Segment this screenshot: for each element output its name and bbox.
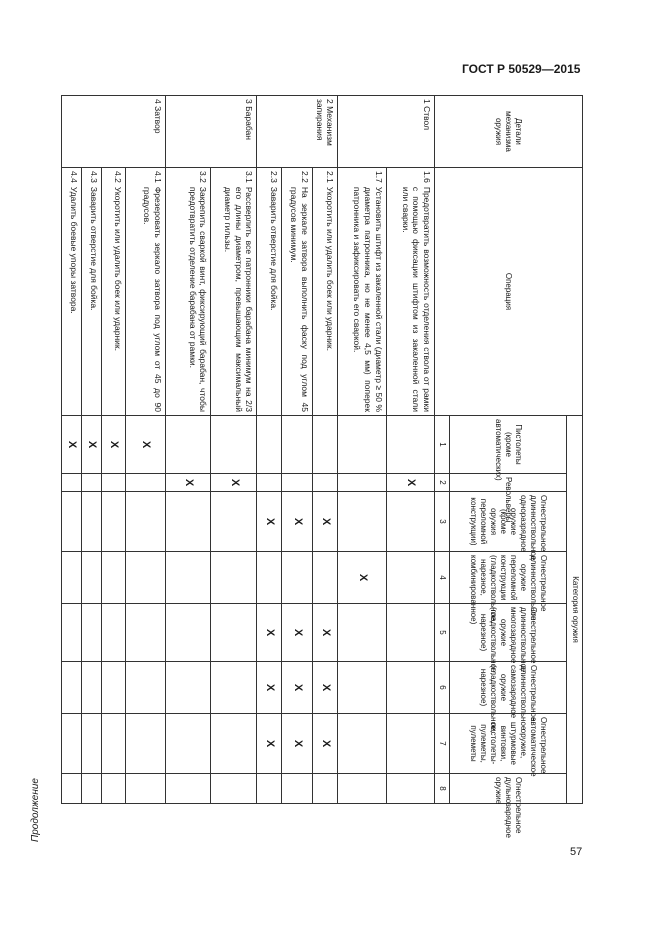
category-mark-cell-1 (102, 416, 126, 474)
applicable-mark: X (263, 628, 276, 637)
category-mark-cell-1 (257, 416, 281, 474)
applicable-mark: X (291, 628, 304, 637)
header-mechanism: Детали механизма оружия (434, 96, 582, 168)
applicable-mark: X (320, 683, 333, 692)
header-num-7: 7 (434, 714, 449, 774)
category-mark-cell-6 (166, 662, 211, 714)
category-mark-cell-2 (211, 474, 257, 492)
applicable-mark: X (66, 440, 79, 449)
operation-code: 2.3 (268, 171, 279, 183)
header-col-3: Огнестрельное длинноствольное одноразрядное оружие (кроме оружия переломной конструкции) (449, 492, 567, 552)
table-row (62, 96, 82, 804)
header-num-6: 6 (434, 662, 449, 714)
applicable-mark: X (320, 739, 333, 748)
deactivation-table (61, 95, 583, 838)
operation-text: Фрезеровать зеркало затвора под углом от 45 до 90 градусов. (142, 186, 164, 412)
operation-text: На зеркале затвора выполнить фаску под углом 45 градусов минимум. (289, 186, 311, 412)
category-mark-cell-3 (338, 492, 386, 552)
category-mark-cell-6 (126, 662, 166, 714)
category-mark-cell-7 (281, 714, 313, 774)
operation-code: 1.6 (421, 171, 432, 183)
operation-code: 2.1 (325, 171, 336, 183)
category-mark-cell-7 (386, 714, 434, 774)
mechanism-cell: 2 Механизм запирания (257, 96, 338, 168)
operation-code: 3.1 (244, 171, 255, 183)
header-operation: Операция (434, 168, 582, 416)
category-mark-cell-2 (62, 474, 82, 492)
category-mark-cell-4 (281, 552, 313, 604)
page-number: 57 (570, 846, 583, 858)
category-mark-cell-6 (211, 662, 257, 714)
category-mark-cell-7 (257, 714, 281, 774)
header-col-2: Револьверы (449, 474, 567, 492)
table-row (211, 96, 257, 804)
category-mark-cell-7 (82, 714, 102, 774)
operation-text: Предотвратить возможность отделения ствола от рамки с помощью фиксации штифтом из закаленной стали или сварки. (400, 186, 432, 412)
category-mark-cell-8 (82, 774, 102, 804)
applicable-mark: X (228, 478, 241, 487)
operation-text: Установить штифт из закаленной стали (диаметр ≥ 50 % диаметра патронника, но не менее 4,5 мм) поперек патронника и зафиксировать его сваркой. (352, 186, 384, 412)
category-mark-cell-5 (102, 604, 126, 662)
category-mark-cell-6 (62, 662, 82, 714)
operation-code: 2.2 (300, 171, 311, 183)
category-mark-cell-3 (281, 492, 313, 552)
operation-code: 4.2 (113, 171, 124, 183)
operation-text: Заварить отверстие для бойка. (268, 186, 279, 311)
category-mark-cell-4 (62, 552, 82, 604)
category-mark-cell-7 (338, 714, 386, 774)
category-mark-cell-3 (386, 492, 434, 552)
category-mark-cell-2 (126, 474, 166, 492)
table-row (313, 96, 338, 804)
category-mark-cell-1 (338, 416, 386, 474)
category-mark-cell-6 (338, 662, 386, 714)
category-mark-cell-3 (82, 492, 102, 552)
category-mark-cell-1 (281, 416, 313, 474)
applicable-mark: X (356, 573, 369, 582)
category-mark-cell-7 (211, 714, 257, 774)
category-mark-cell-7 (102, 714, 126, 774)
category-mark-cell-5 (257, 604, 281, 662)
category-mark-cell-5 (211, 604, 257, 662)
header-category: Категория оружия (567, 416, 583, 804)
table-row (257, 96, 281, 804)
operation-cell (166, 168, 211, 416)
category-mark-cell-4 (313, 552, 338, 604)
applicable-mark: X (140, 440, 153, 449)
header-col-4: Огнестрельное длинноствольное оружие переломной конструкции (гладкоствольное, нарезное, комбинированное) (449, 552, 567, 604)
operation-code: 4.3 (89, 171, 99, 183)
category-mark-cell-2 (386, 474, 434, 492)
operation-cell (82, 168, 102, 416)
header-num-8: 8 (434, 774, 449, 804)
category-mark-cell-8 (211, 774, 257, 804)
category-mark-cell-3 (126, 492, 166, 552)
category-mark-cell-8 (257, 774, 281, 804)
header-col-1: Пистолеты (кроме автоматических) (449, 416, 567, 474)
table-row (281, 96, 313, 804)
category-mark-cell-2 (257, 474, 281, 492)
operation-cell (102, 168, 126, 416)
operation-text: Укоротить или удалить боек или ударник. (113, 186, 124, 351)
operation-text: Заварить отверстие для бойка. (89, 186, 99, 311)
category-mark-cell-5 (82, 604, 102, 662)
operation-code: 4.1 (153, 171, 164, 183)
category-mark-cell-7 (313, 714, 338, 774)
category-mark-cell-2 (281, 474, 313, 492)
category-mark-cell-8 (166, 774, 211, 804)
table-row (82, 96, 102, 804)
applicable-mark: X (263, 517, 276, 526)
category-mark-cell-5 (126, 604, 166, 662)
category-mark-cell-8 (313, 774, 338, 804)
category-mark-cell-7 (126, 714, 166, 774)
category-mark-cell-6 (281, 662, 313, 714)
category-mark-cell-2 (313, 474, 338, 492)
operation-cell (257, 168, 281, 416)
header-num-4: 4 (434, 552, 449, 604)
category-mark-cell-3 (166, 492, 211, 552)
operation-code: 1.7 (373, 171, 384, 183)
category-mark-cell-5 (62, 604, 82, 662)
category-mark-cell-2 (102, 474, 126, 492)
standard-designation: ГОСТ Р 50529—2015 (462, 62, 581, 76)
category-mark-cell-7 (166, 714, 211, 774)
applicable-mark: X (405, 478, 418, 487)
operation-code: 3.2 (198, 171, 209, 183)
category-mark-cell-5 (338, 604, 386, 662)
mechanism-cell: 3 Барабан (166, 96, 257, 168)
category-mark-cell-4 (102, 552, 126, 604)
continuation-label: Продолжение (30, 778, 41, 842)
header-col-8: Огнестрельное дульнозарядное оружие (449, 774, 567, 804)
category-mark-cell-8 (338, 774, 386, 804)
category-mark-cell-5 (166, 604, 211, 662)
category-mark-cell-5 (386, 604, 434, 662)
mechanism-cell: 1 Ствол (338, 96, 435, 168)
category-mark-cell-6 (257, 662, 281, 714)
table-row (126, 96, 166, 804)
applicable-mark: X (263, 683, 276, 692)
category-mark-cell-7 (62, 714, 82, 774)
category-mark-cell-3 (257, 492, 281, 552)
applicable-mark: X (291, 739, 304, 748)
header-num-2: 2 (434, 474, 449, 492)
header-num-3: 3 (434, 492, 449, 552)
category-mark-cell-4 (211, 552, 257, 604)
operation-cell (62, 168, 82, 416)
category-mark-cell-4 (166, 552, 211, 604)
category-mark-cell-8 (281, 774, 313, 804)
applicable-mark: X (320, 628, 333, 637)
table-row (102, 96, 126, 804)
operation-cell (211, 168, 257, 416)
category-mark-cell-5 (313, 604, 338, 662)
table-row (166, 96, 211, 804)
operation-text: Закрепить сваркой винт, фиксирующий барабан, чтобы предотвратить отделение барабана от рамки. (187, 186, 209, 412)
applicable-mark: X (263, 739, 276, 748)
table-row (386, 96, 434, 804)
applicable-mark: X (108, 440, 121, 449)
category-mark-cell-4 (82, 552, 102, 604)
applicable-mark: X (291, 517, 304, 526)
category-mark-cell-4 (338, 552, 386, 604)
header-num-1: 1 (434, 416, 449, 474)
operation-code: 4.4 (69, 171, 80, 183)
mechanism-cell: 4 Затвор (62, 96, 166, 168)
category-mark-cell-1 (82, 416, 102, 474)
category-mark-cell-2 (82, 474, 102, 492)
operation-text: Рассверлить все патронники барабана минимум на 2/3 его длины диаметром, превышающим максимальный диаметр гильзы. (223, 186, 255, 412)
applicable-mark: X (86, 440, 99, 449)
category-mark-cell-1 (126, 416, 166, 474)
operation-cell (126, 168, 166, 416)
category-mark-cell-4 (126, 552, 166, 604)
table-row (338, 96, 386, 804)
category-mark-cell-6 (313, 662, 338, 714)
operation-cell (281, 168, 313, 416)
category-mark-cell-4 (386, 552, 434, 604)
operation-cell (386, 168, 434, 416)
category-mark-cell-8 (62, 774, 82, 804)
operation-cell (338, 168, 386, 416)
category-mark-cell-1 (313, 416, 338, 474)
category-mark-cell-2 (166, 474, 211, 492)
category-mark-cell-3 (313, 492, 338, 552)
header-num-5: 5 (434, 604, 449, 662)
category-mark-cell-1 (211, 416, 257, 474)
category-mark-cell-3 (211, 492, 257, 552)
category-mark-cell-1 (386, 416, 434, 474)
category-mark-cell-1 (62, 416, 82, 474)
applicable-mark: X (183, 478, 196, 487)
category-mark-cell-3 (62, 492, 82, 552)
category-mark-cell-4 (257, 552, 281, 604)
operation-text: Укоротить или удалить боек или ударник. (325, 186, 336, 351)
category-mark-cell-6 (386, 662, 434, 714)
applicable-mark: X (291, 683, 304, 692)
category-mark-cell-5 (281, 604, 313, 662)
category-mark-cell-8 (102, 774, 126, 804)
operation-cell (313, 168, 338, 416)
header-col-5: Огнестрельное длинноствольное многозарядное оружие (гладкоствольное, нарезное) (449, 604, 567, 662)
operation-text: Удалить боевые упоры затвора. (69, 186, 80, 314)
category-mark-cell-8 (126, 774, 166, 804)
category-mark-cell-8 (386, 774, 434, 804)
rotated-table-container (61, 95, 583, 838)
header-col-6: Огнестрельное длинноствольное самозарядное оружие (гладкоствольное, нарезное) (449, 662, 567, 714)
category-mark-cell-6 (102, 662, 126, 714)
header-col-7: Огнестрельное автоматическое оружие, штурмовые винтовки, пистолеты-пулеметы, пулеметы (449, 714, 567, 774)
category-mark-cell-6 (82, 662, 102, 714)
applicable-mark: X (320, 517, 333, 526)
category-mark-cell-1 (166, 416, 211, 474)
category-mark-cell-3 (102, 492, 126, 552)
category-mark-cell-2 (338, 474, 386, 492)
